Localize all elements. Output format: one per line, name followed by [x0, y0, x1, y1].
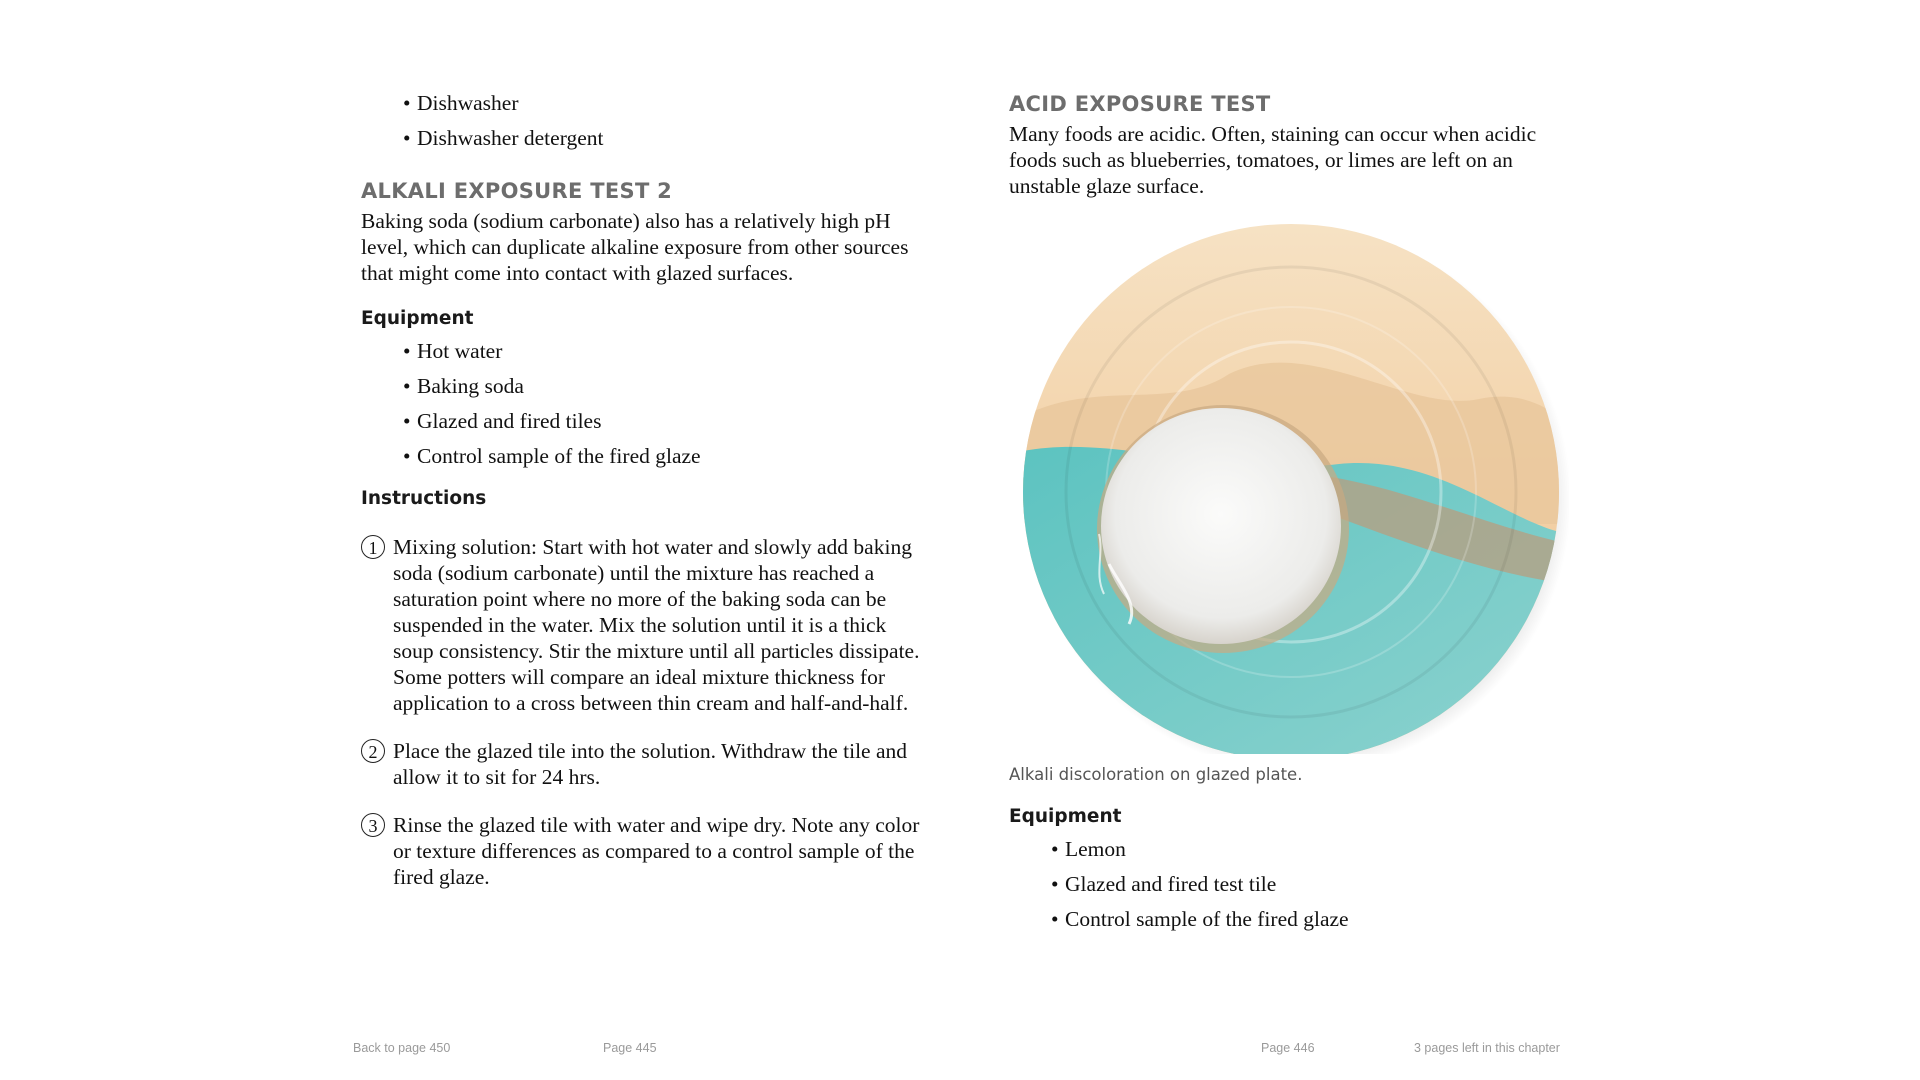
right-page-number: Page 446: [1261, 1041, 1315, 1055]
instruction-step-3: [361, 812, 921, 890]
instruction-step-2: [361, 738, 921, 790]
baking-soda-residue: [1101, 408, 1341, 644]
section-title-acid: ACID EXPOSURE TEST: [1009, 92, 1271, 116]
section-title-alkali-2: ALKALI EXPOSURE TEST 2: [361, 179, 673, 203]
list-item: • Control sample of the fired glaze: [1051, 902, 1569, 937]
top-bullet-list: [361, 86, 921, 156]
equipment-heading: Equipment: [1009, 806, 1122, 827]
equipment-heading: Equipment: [361, 308, 474, 329]
instruction-step-1: [361, 534, 921, 716]
step-text: Mixing solution: Start with hot water and slowly add baking soda (sodium carbonate) until the mixture has reached a saturation point where no more of the baking soda can be suspended in the water. Mix the solution until it is a thick soup consistency. Stir the mixture until all particles dissipate. Some potters will compare an ideal mixture thickness for application to a cross between thin cream and half-and-half.: [393, 535, 920, 715]
step-number-badge: 3: [361, 813, 385, 837]
step-text: Place the glazed tile into the solution. Withdraw the tile and allow it to sit for 24 hrs.: [393, 739, 908, 789]
left-page-number: Page 445: [603, 1041, 657, 1055]
plate-illustration: [1009, 224, 1569, 754]
list-item: • Hot water: [403, 334, 921, 369]
instructions-heading: Instructions: [361, 488, 487, 509]
left-page: [361, 86, 921, 890]
list-item: • Lemon: [1051, 832, 1569, 867]
step-text: Rinse the glazed tile with water and wipe dry. Note any color or texture differences as compared to a control sample of the fired glaze.: [393, 813, 920, 889]
list-item: • Dishwasher detergent: [403, 121, 921, 156]
step-number-badge: 1: [361, 535, 385, 559]
step-number-badge: 2: [361, 739, 385, 763]
list-item: • Glazed and fired tiles: [403, 404, 921, 439]
list-item: • Glazed and fired test tile: [1051, 867, 1569, 902]
list-item: • Dishwasher: [403, 86, 921, 121]
list-item: • Control sample of the fired glaze: [403, 439, 921, 474]
figure-caption: Alkali discoloration on glazed plate.: [1009, 765, 1303, 784]
acid-intro-paragraph: Many foods are acidic. Often, staining can occur when acidic foods such as blueberries, tomatoes, or limes are left on an unstable glaze surface.: [1009, 122, 1537, 198]
alkali-intro-paragraph: Baking soda (sodium carbonate) also has a relatively high pH level, which can duplicate alkaline exposure from other sources that might come into contact with glazed surfaces.: [361, 209, 909, 285]
right-page: [1009, 86, 1569, 937]
equipment-list: [1009, 832, 1569, 937]
list-item: • Baking soda: [403, 369, 921, 404]
pages-left-indicator: 3 pages left in this chapter: [1414, 1041, 1560, 1055]
equipment-list: [361, 334, 921, 474]
glazed-plate-photo: [1009, 224, 1569, 754]
back-to-page-link[interactable]: Back to page 450: [353, 1041, 451, 1055]
